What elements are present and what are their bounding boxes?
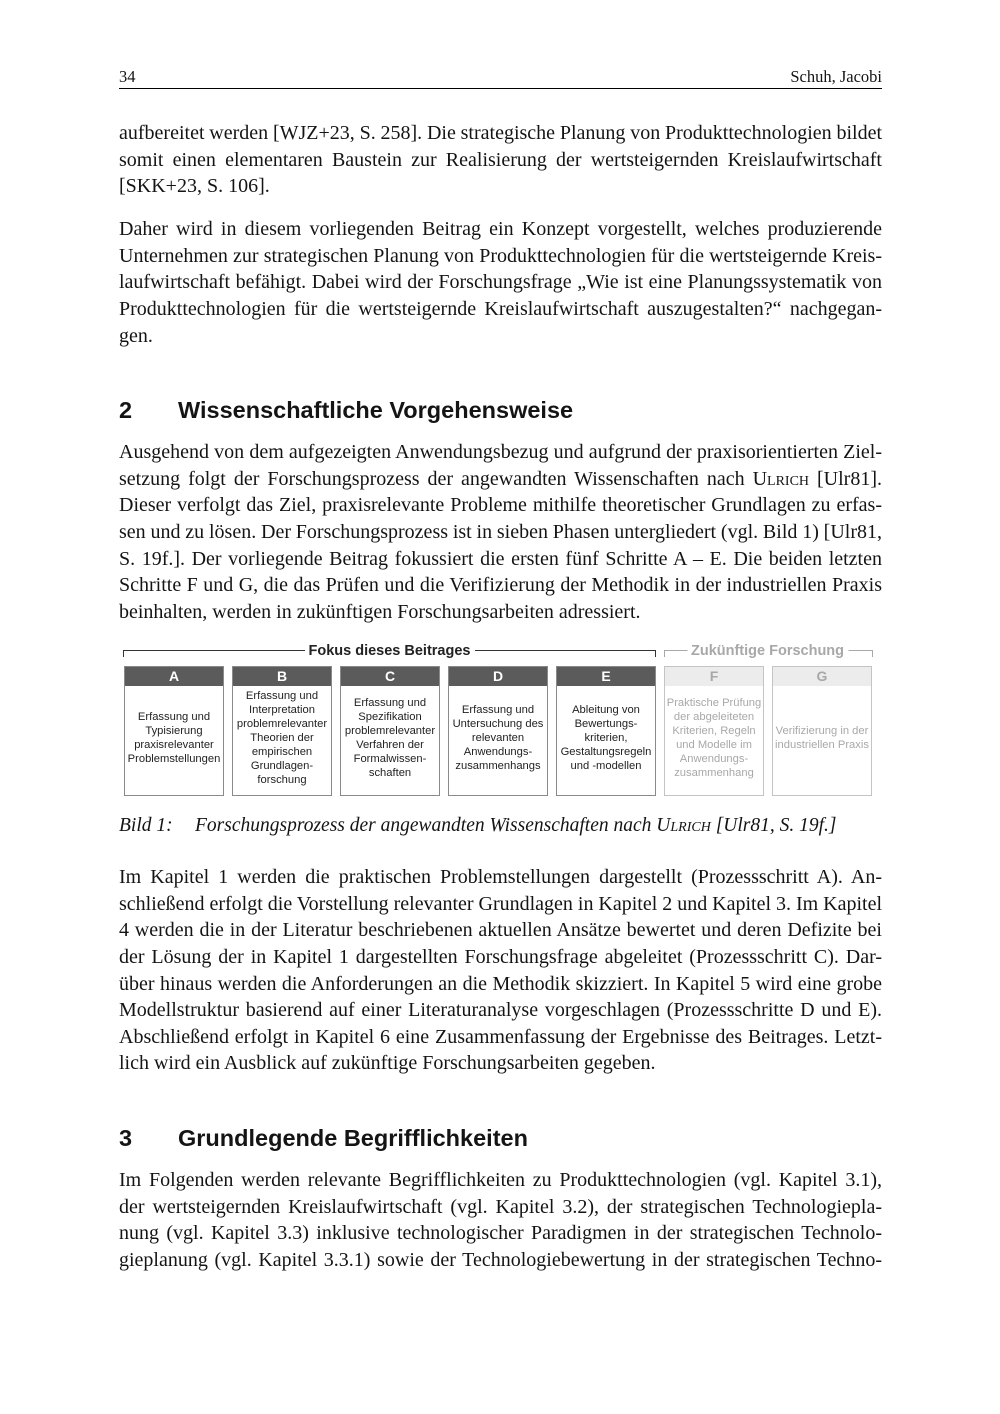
- paragraph-line: Produkttechnologien für die wertsteigernde Kreislaufwirtschaft auszugestalten?“ nachgegan-: [119, 297, 882, 320]
- step-description: Erfassung und Interpretation problemrelevanter Theorien der empirischen Grundlagen- forschung: [236, 689, 328, 786]
- step-column-b: [232, 666, 332, 796]
- page-number: 34: [119, 67, 136, 86]
- step-letter: A: [125, 667, 223, 686]
- paragraph-line: Daher wird in diesem vorliegenden Beitrag ein Konzept vorgestellt, welches produzierende: [119, 218, 882, 240]
- step-letter: F: [665, 667, 763, 686]
- paragraph-line: somit einen elementaren Baustein zur Realisierung der wertsteigernden Kreislaufwirtschaft: [119, 148, 882, 171]
- paragraph-line: 4 werden die in der Literatur beschriebenen aktuellen Ansätze bewertet und deren Defizite bei: [119, 919, 882, 942]
- paragraph-line: gen.: [119, 324, 153, 347]
- paragraph-line: Dieser verfolgt das Ziel, praxisrelevante Probleme mithilfe theoretischer Grundlagen zu erfas-: [119, 494, 882, 517]
- paragraph-4: [119, 864, 882, 1077]
- future-label: Zukünftige Forschung: [687, 643, 848, 659]
- step-letter: G: [773, 667, 871, 686]
- step-description: Praktische Prüfung der abgeleiteten Kriterien, Regeln und Modelle im Anwendungs- zusammenhang: [666, 696, 762, 779]
- step-column-c: [340, 666, 440, 796]
- paragraph-line: beinhalten, werden in zukünftigen Forschungsarbeiten adressiert.: [119, 600, 641, 623]
- paragraph-line: [119, 466, 882, 493]
- paragraph-line: Unternehmen zur strategischen Planung von Produkttechnologien für die wertsteigernde Kreis-: [119, 244, 882, 267]
- paragraph-line: S. 19f.]. Der vorliegende Beitrag fokussiert die ersten fünf Schritte A – E. Die beiden letzten: [119, 547, 882, 570]
- paragraph-line: über hinaus werden die Anforderungen an die Methodik skizziert. In Kapitel 5 wird eine grobe: [119, 972, 882, 995]
- author-name-smallcaps: Ulrich: [656, 815, 711, 836]
- step-letter: C: [341, 667, 439, 686]
- step-letter: E: [557, 667, 655, 686]
- step-description: Verifizierung in der industriellen Praxis: [775, 724, 869, 751]
- paragraph-1: [119, 120, 882, 200]
- step-column-a: [124, 666, 224, 796]
- paragraph-line: der Lösung der in Kapitel 1 dargestellten Forschungsfrage abgeleitet (Prozessschritt C). Dar-: [119, 945, 882, 968]
- section-number: 3: [119, 1125, 133, 1151]
- paragraph-line: schließend erfolgt die Vorstellung relevanter Grundlagen in Kapitel 2 und Kapitel 3. Im Kapitel: [119, 892, 882, 915]
- paragraph-line: [SKK+23, S. 106].: [119, 175, 270, 198]
- paragraph-2: [119, 216, 882, 349]
- header-rule: [119, 88, 882, 89]
- paragraph-line: lich wird ein Ausblick auf zukünftige Forschungsarbeiten gegeben.: [119, 1052, 656, 1075]
- paragraph-line: gieplanung (vgl. Kapitel 3.3.1) sowie der Technologiebewertung in der strategischen Techno-: [119, 1248, 882, 1271]
- caption-text: [Ulr81, S. 19f.]: [710, 815, 837, 836]
- step-column-g: [772, 666, 872, 796]
- paragraph-line: Ausgehend von dem aufgezeigten Anwendungsbezug und aufgrund der praxisorientierten Ziel-: [119, 441, 882, 463]
- paragraph-line: Im Kapitel 1 werden die praktischen Problemstellungen dargestellt (Prozessschritt A). An-: [119, 866, 882, 888]
- paragraph-line: Im Folgenden werden relevante Begrifflichkeiten zu Produkttechnologien (vgl. Kapitel 3.1),: [119, 1169, 882, 1191]
- paragraph-3: [119, 439, 882, 625]
- paragraph-line: der wertsteigernden Kreislaufwirtschaft (vgl. Kapitel 3.2), der strategischen Technologiepla-: [119, 1195, 882, 1218]
- line-text: setzung folgt der Forschungsprozess der angewandten Wissenschaften nach: [119, 467, 753, 490]
- running-header-authors: Schuh, Jacobi: [790, 67, 882, 86]
- paragraph-line: Modellstruktur basierend auf einer Literaturanalyse vorgeschlagen (Prozessschritte D und E).: [119, 999, 882, 1022]
- step-description: Erfassung und Spezifikation problemrelevanter Verfahren der Formalwissen- schaften: [344, 696, 436, 779]
- figure-caption-text: [195, 813, 837, 839]
- paragraph-line: Abschließend erfolgt in Kapitel 6 eine Zusammenfassung der Ergebnisse des Beitrages. Letzt-: [119, 1025, 882, 1048]
- step-column-d: [448, 666, 548, 796]
- paragraph-line: Schritte F und G, die das Prüfen und die Verifizierung der Methodik in der industriellen Praxis: [119, 574, 882, 597]
- step-column-e: [556, 666, 656, 796]
- focus-label: Fokus dieses Beitrages: [305, 643, 475, 659]
- paragraph-line: nung (vgl. Kapitel 3.3) inklusive technologischer Paradigmen in der strategischen Technolo-: [119, 1222, 882, 1245]
- step-description: Erfassung und Untersuchung des relevanten Anwendungs- zusammenhangs: [452, 703, 544, 772]
- line-text: [Ulr81].: [809, 467, 882, 490]
- paragraph-5: [119, 1167, 882, 1274]
- section-number: 2: [119, 397, 133, 423]
- step-description: Erfassung und Typisierung praxisrelevanter Problemstellungen: [127, 710, 221, 765]
- section-title: Grundlegende Begrifflichkeiten: [178, 1125, 528, 1151]
- section-title: Wissenschaftliche Vorgehensweise: [178, 397, 574, 423]
- step-letter: D: [449, 667, 547, 686]
- step-column-f: [664, 666, 764, 796]
- paragraph-line: sen und zu lösen. Der Forschungsprozess ist in sieben Phasen untergliedert (vgl. Bild 1) [Ulr81,: [119, 520, 882, 543]
- research-process-figure: [119, 640, 882, 800]
- step-description: Ableitung von Bewertungs- kriterien, Gestaltungsregeln und -modellen: [560, 703, 652, 772]
- author-name-smallcaps: Ulrich: [752, 467, 810, 490]
- caption-text: Forschungsprozess der angewandten Wissenschaften nach: [195, 815, 657, 836]
- figure-caption-label: Bild 1:: [119, 815, 173, 836]
- paragraph-line: aufbereitet werden [WJZ+23, S. 258]. Die strategische Planung von Produkttechnologien bildet: [119, 122, 882, 144]
- paragraph-line: laufwirtschaft befähigt. Dabei wird der Forschungsfrage „Wie ist eine Planungssystematik von: [119, 271, 882, 294]
- step-letter: B: [233, 667, 331, 686]
